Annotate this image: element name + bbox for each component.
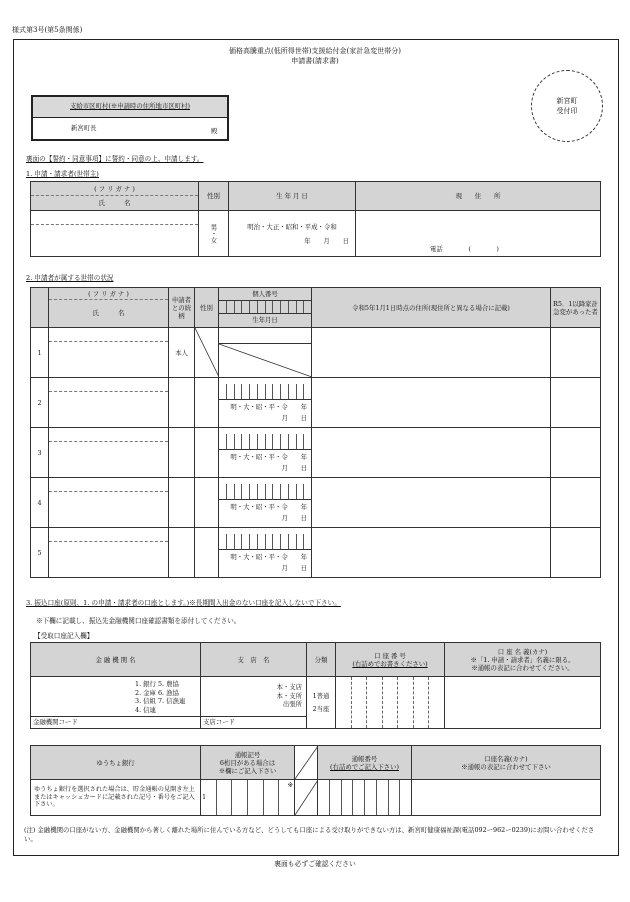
account-number-header	[336, 643, 445, 677]
passbook-symbol-header	[201, 746, 295, 780]
account-holder-header	[445, 643, 601, 677]
table-row	[31, 528, 601, 578]
sudden-change-field[interactable]	[551, 528, 601, 578]
member-name-field[interactable]	[49, 478, 169, 528]
birth-md-line: 月 日	[281, 513, 307, 522]
member-furigana-label: ( フ リ ガ ナ )	[49, 288, 168, 300]
bank-account-table	[30, 642, 601, 729]
page-title	[0, 47, 630, 67]
mynumber-field[interactable]	[219, 428, 312, 478]
previous-address-header: 令和5年1月1日時点の住所(現住所と異なる場合に記載)	[312, 288, 551, 328]
branch-name-field[interactable]	[201, 677, 307, 729]
birth-date-field[interactable]	[229, 211, 356, 257]
form-number: 様式第3号(第5条関係)	[12, 26, 83, 34]
yucho-holder-note: ※通帳の表記に合わせて下さい	[461, 762, 551, 771]
birth-era-line: 明・大・昭・平・令 年	[230, 502, 307, 511]
previous-address-field[interactable]	[312, 378, 551, 428]
yucho-table	[30, 745, 601, 816]
bank-type-options	[135, 680, 185, 715]
branch-type-1: 本・支店	[276, 683, 302, 691]
branch-type-2: 本・支所	[276, 691, 302, 700]
passbook-symbol-field[interactable]	[201, 780, 295, 816]
member-gender-field[interactable]	[195, 478, 219, 528]
recipient-honorific: 殿	[211, 127, 218, 135]
section1-heading: 1. 申請・請求者(世帯主)	[26, 170, 99, 178]
birth-eras: 明治・大正・昭和・平成・令和	[247, 222, 337, 231]
member-gender-header: 性別	[195, 288, 219, 328]
address-field[interactable]	[356, 211, 601, 257]
birth-era-line: 明・大・昭・平・令 年	[230, 402, 307, 411]
mynumber-header	[219, 288, 312, 328]
branch-name-header: 支 店 名	[201, 643, 307, 677]
account-number-field[interactable]	[336, 677, 445, 729]
holder-label: 口 座 名 義(カナ)	[497, 647, 548, 656]
yucho-header: ゆうちょ銀行	[31, 746, 201, 780]
row-number: 1	[31, 328, 49, 378]
stamp-line-1: 新宮町	[556, 96, 578, 105]
mynumber-field[interactable]	[219, 378, 312, 428]
branch-type-options	[276, 683, 302, 709]
previous-address-field[interactable]	[312, 478, 551, 528]
back-note: 裏面も必ずご確認ください	[274, 860, 356, 868]
mynumber-field	[219, 328, 312, 378]
previous-address-field[interactable]	[312, 528, 551, 578]
passbook-symbol-prefix: 1	[202, 793, 207, 801]
account-number-note: (右詰めでお書きください)	[352, 659, 428, 668]
bank-type-2: 2. 金庫 6. 漁協	[135, 688, 179, 697]
gender-options[interactable]: 男・女	[199, 211, 229, 257]
bank-name-field[interactable]	[31, 677, 201, 729]
birth-md-line: 月 日	[281, 413, 307, 422]
passbook-symbol-note-2: ※欄にご記入下さい	[218, 766, 277, 775]
relation-header: 申請者との続柄	[169, 288, 195, 328]
gender-header: 性別	[199, 182, 229, 211]
birth-ymd: 年 月 日	[304, 236, 349, 245]
bank-code-label: 金融機関コード	[33, 718, 78, 726]
sudden-change-header: R5．1以降家計急変があった者	[551, 288, 601, 328]
intro-text: 裏面の【誓約・同意事項】に誓約・同意の上、申請します。	[26, 155, 204, 163]
bank-code-field[interactable]	[31, 716, 200, 728]
footnote: (注) 金融機関の口座がない方、金融機関から著しく離れた場所に住んでいる方など、どうしても口座による受け取りができない方は、新宮町健康福祉課(電話092ー962ー0239)にお問い合わせください。	[24, 826, 595, 844]
relation-field[interactable]	[169, 528, 195, 578]
recipient-label: 支給市区町村(※申請時の住所地市区町村)	[33, 97, 227, 118]
bank-type-3: 3. 信組 7. 信漁連	[135, 697, 186, 706]
branch-type-3: 出張所	[282, 700, 302, 709]
category-header: 分類	[307, 643, 336, 677]
recipient-box	[31, 95, 229, 141]
holder-note-2: ※通帳の表記に合わせてください。	[471, 663, 574, 672]
bank-type-4: 4. 信連	[135, 705, 156, 714]
applicant-name-field[interactable]	[31, 211, 199, 257]
previous-address-field[interactable]	[312, 428, 551, 478]
yucho-holder-field[interactable]	[412, 780, 601, 816]
bank-type-1: 1. 銀行 5. 農協	[135, 680, 179, 688]
recipient-name: 新宮町長	[71, 124, 97, 132]
relation-self: 本人	[169, 328, 195, 378]
row-number: 5	[31, 528, 49, 578]
relation-field[interactable]	[169, 428, 195, 478]
table-row	[31, 428, 601, 478]
sudden-change-field[interactable]	[551, 328, 601, 378]
table-row	[31, 378, 601, 428]
name-label: 氏 名	[98, 199, 131, 207]
account-holder-field[interactable]	[445, 677, 601, 729]
table-row	[31, 328, 601, 378]
passbook-number-header	[318, 746, 412, 780]
member-gender-field[interactable]	[195, 428, 219, 478]
applicant-name-header	[31, 182, 199, 211]
branch-code-field[interactable]	[201, 716, 306, 728]
yucho-holder-label: 口座名義(カナ)	[484, 754, 528, 763]
title-line-1: 価格高騰重点(低所得世帯)支援給付金(家計急変世帯分)	[229, 47, 401, 55]
bank-name-header: 金 融 機 関 名	[31, 643, 201, 677]
section2-heading: 2. 申請者が属する世帯の状況	[26, 274, 114, 282]
member-name-header	[49, 288, 169, 328]
member-name-label: 氏 名	[92, 309, 125, 317]
member-name-field[interactable]	[49, 528, 169, 578]
sixth-digit-mark: ※	[287, 781, 294, 789]
relation-field[interactable]	[169, 478, 195, 528]
birth-md-line: 月 日	[281, 563, 307, 572]
birth-era-line: 明・大・昭・平・令 年	[230, 552, 307, 561]
birth-era-line: 明・大・昭・平・令 年	[230, 452, 307, 461]
household-table	[30, 287, 601, 578]
account-number-label: 口 座 番 号	[374, 651, 406, 660]
yucho-holder-header	[412, 746, 601, 780]
passbook-number-field[interactable]	[318, 780, 412, 816]
yucho-divider	[295, 746, 318, 780]
member-name-field[interactable]	[49, 328, 169, 378]
holder-note-1: ※「1. 申請・請求者」名義に限る。	[470, 655, 575, 664]
title-line-2: 申請書(請求書)	[291, 56, 339, 65]
member-name-field[interactable]	[49, 378, 169, 428]
mynumber-field[interactable]	[219, 528, 312, 578]
row-number: 4	[31, 478, 49, 528]
sudden-change-field[interactable]	[551, 428, 601, 478]
member-gender-field[interactable]	[195, 378, 219, 428]
account-box-title: 【受取口座記入欄】	[34, 632, 94, 640]
row-number: 3	[31, 428, 49, 478]
passbook-symbol-note-1: 6桁目がある場合は	[219, 758, 276, 767]
sudden-change-field[interactable]	[551, 378, 601, 428]
category-ordinary: 1普通	[312, 692, 330, 701]
mynumber-label: 個人番号	[219, 288, 311, 301]
applicant-table	[30, 181, 601, 257]
member-name-field[interactable]	[49, 428, 169, 478]
section3-heading: 3. 振込口座(原則、1. の申請・請求者の口座とします。)※長期間入出金のない口座を記入しないで下さい。	[26, 599, 341, 607]
member-gender-field[interactable]	[195, 528, 219, 578]
member-gender-field	[195, 328, 219, 378]
mynumber-field[interactable]	[219, 478, 312, 528]
category-field[interactable]	[307, 677, 336, 729]
sudden-change-field[interactable]	[551, 478, 601, 528]
table-row	[31, 478, 601, 528]
stamp-line-2: 受付印	[556, 107, 578, 115]
phone-label: 電話 ( )	[430, 245, 499, 253]
previous-address-field[interactable]	[312, 328, 551, 378]
category-current: 2当座	[312, 704, 330, 713]
branch-code-label: 支店コード	[203, 718, 235, 726]
passbook-number-note: (右詰めでご記入下さい)	[330, 762, 399, 771]
birth-header: 生 年 月 日	[229, 182, 356, 211]
section3-note: ※下欄に記載し、振込先金融機関口座確認書類を添付してください。	[36, 617, 241, 625]
reception-stamp-area	[531, 70, 603, 142]
passbook-symbol-label: 通帳記号	[234, 750, 261, 759]
relation-field[interactable]	[169, 378, 195, 428]
yucho-description: ゆうちょ銀行を選択された場合は、貯金通帳の見開き左上またはキャッシュカードに記載された記号・番号をご記入下さい。	[31, 780, 201, 816]
passbook-number-label: 通帳番号	[351, 754, 378, 763]
address-header: 現 住 所	[356, 182, 601, 211]
furigana-label: ( フ リ ガ ナ )	[31, 182, 198, 196]
row-number: 2	[31, 378, 49, 428]
yucho-divider-field	[295, 780, 318, 816]
birth-md-line: 月 日	[281, 463, 307, 472]
member-birth-label: 生年月日	[252, 316, 278, 324]
